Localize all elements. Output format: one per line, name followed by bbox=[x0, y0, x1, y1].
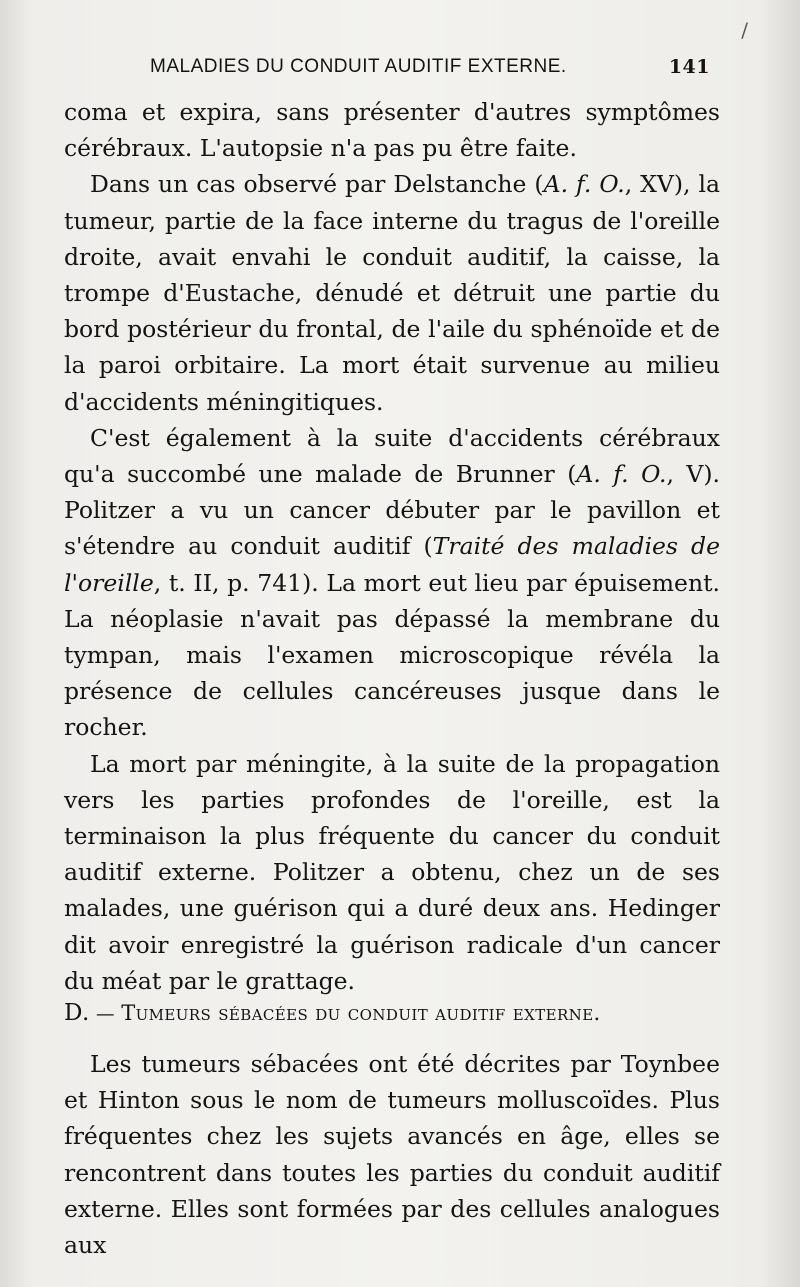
section-title: Tumeurs sébacées du conduit auditif externe. bbox=[121, 1001, 601, 1025]
text-run: Dans un cas observé par Delstanche ( bbox=[90, 170, 544, 199]
italic-citation: A. f. O. bbox=[576, 460, 667, 489]
section-letter: D. bbox=[64, 1000, 90, 1026]
paragraph-p5 bbox=[64, 1046, 720, 1263]
body-text-before-section bbox=[64, 94, 720, 999]
text-run: , V). Politzer a vu un cancer débuter par le pavillon et s'étendre au conduit auditif ( bbox=[64, 460, 720, 561]
paragraph-p2 bbox=[64, 166, 720, 419]
italic-citation: A. f. O. bbox=[543, 170, 625, 199]
italic-citation: Traité des maladies de l'oreille bbox=[64, 532, 720, 597]
margin-pencil-mark: / bbox=[741, 18, 748, 42]
running-title: MALADIES DU CONDUIT AUDITIF EXTERNE. bbox=[150, 56, 567, 77]
text-run: , XV), la tumeur, partie de la face interne du tragus de l'oreille droite, avait envahi le conduit auditif, la caisse, la trompe d'Eustache, dénudé et détruit une partie du bord postérieur du frontal, de l'aile du sphénoïde et de la paroi orbitaire. La mort était survenue au milieu d'accidents méningitiques. bbox=[64, 170, 720, 416]
text-run: La mort par méningite, à la suite de la propagation vers les parties profondes de l'oreille, est la terminaison la plus fréquente du cancer du conduit auditif externe. Politzer a obtenu, chez un de ses malades, une guérison qui a duré deux ans. Hedinger dit avoir enregistré la guérison radicale d'un cancer du méat par le grattage. bbox=[64, 749, 720, 995]
page-number: 141 bbox=[668, 56, 710, 78]
paragraph-p4 bbox=[64, 746, 720, 999]
text-run: C'est également à la suite d'accidents cérébraux qu'a succombé une malade de Brunner ( bbox=[64, 423, 720, 489]
text-run: Les tumeurs sébacées ont été décrites par Toynbee et Hinton sous le nom de tumeurs molluscoïdes. Plus fréquentes chez les sujets avancés en âge, elles se rencontrent dans toutes les parties du conduit auditif externe. Elles sont formées par des cellules analogues aux bbox=[64, 1050, 720, 1260]
body-text-after-section bbox=[64, 1046, 720, 1263]
paragraph-p3 bbox=[64, 420, 720, 746]
section-dash: — bbox=[89, 1004, 122, 1025]
paragraph-p1 bbox=[64, 94, 720, 166]
section-heading bbox=[64, 1000, 720, 1026]
text-run: , t. II, p. 741). La mort eut lieu par épuisement. La néoplasie n'avait pas dépassé la membrane du tympan, mais l'examen microscopique révéla la présence de cellules cancéreuses jusque dans le rocher. bbox=[64, 568, 720, 742]
text-run: coma et expira, sans présenter d'autres symptômes cérébraux. L'autopsie n'a pas pu être faite. bbox=[64, 98, 720, 163]
